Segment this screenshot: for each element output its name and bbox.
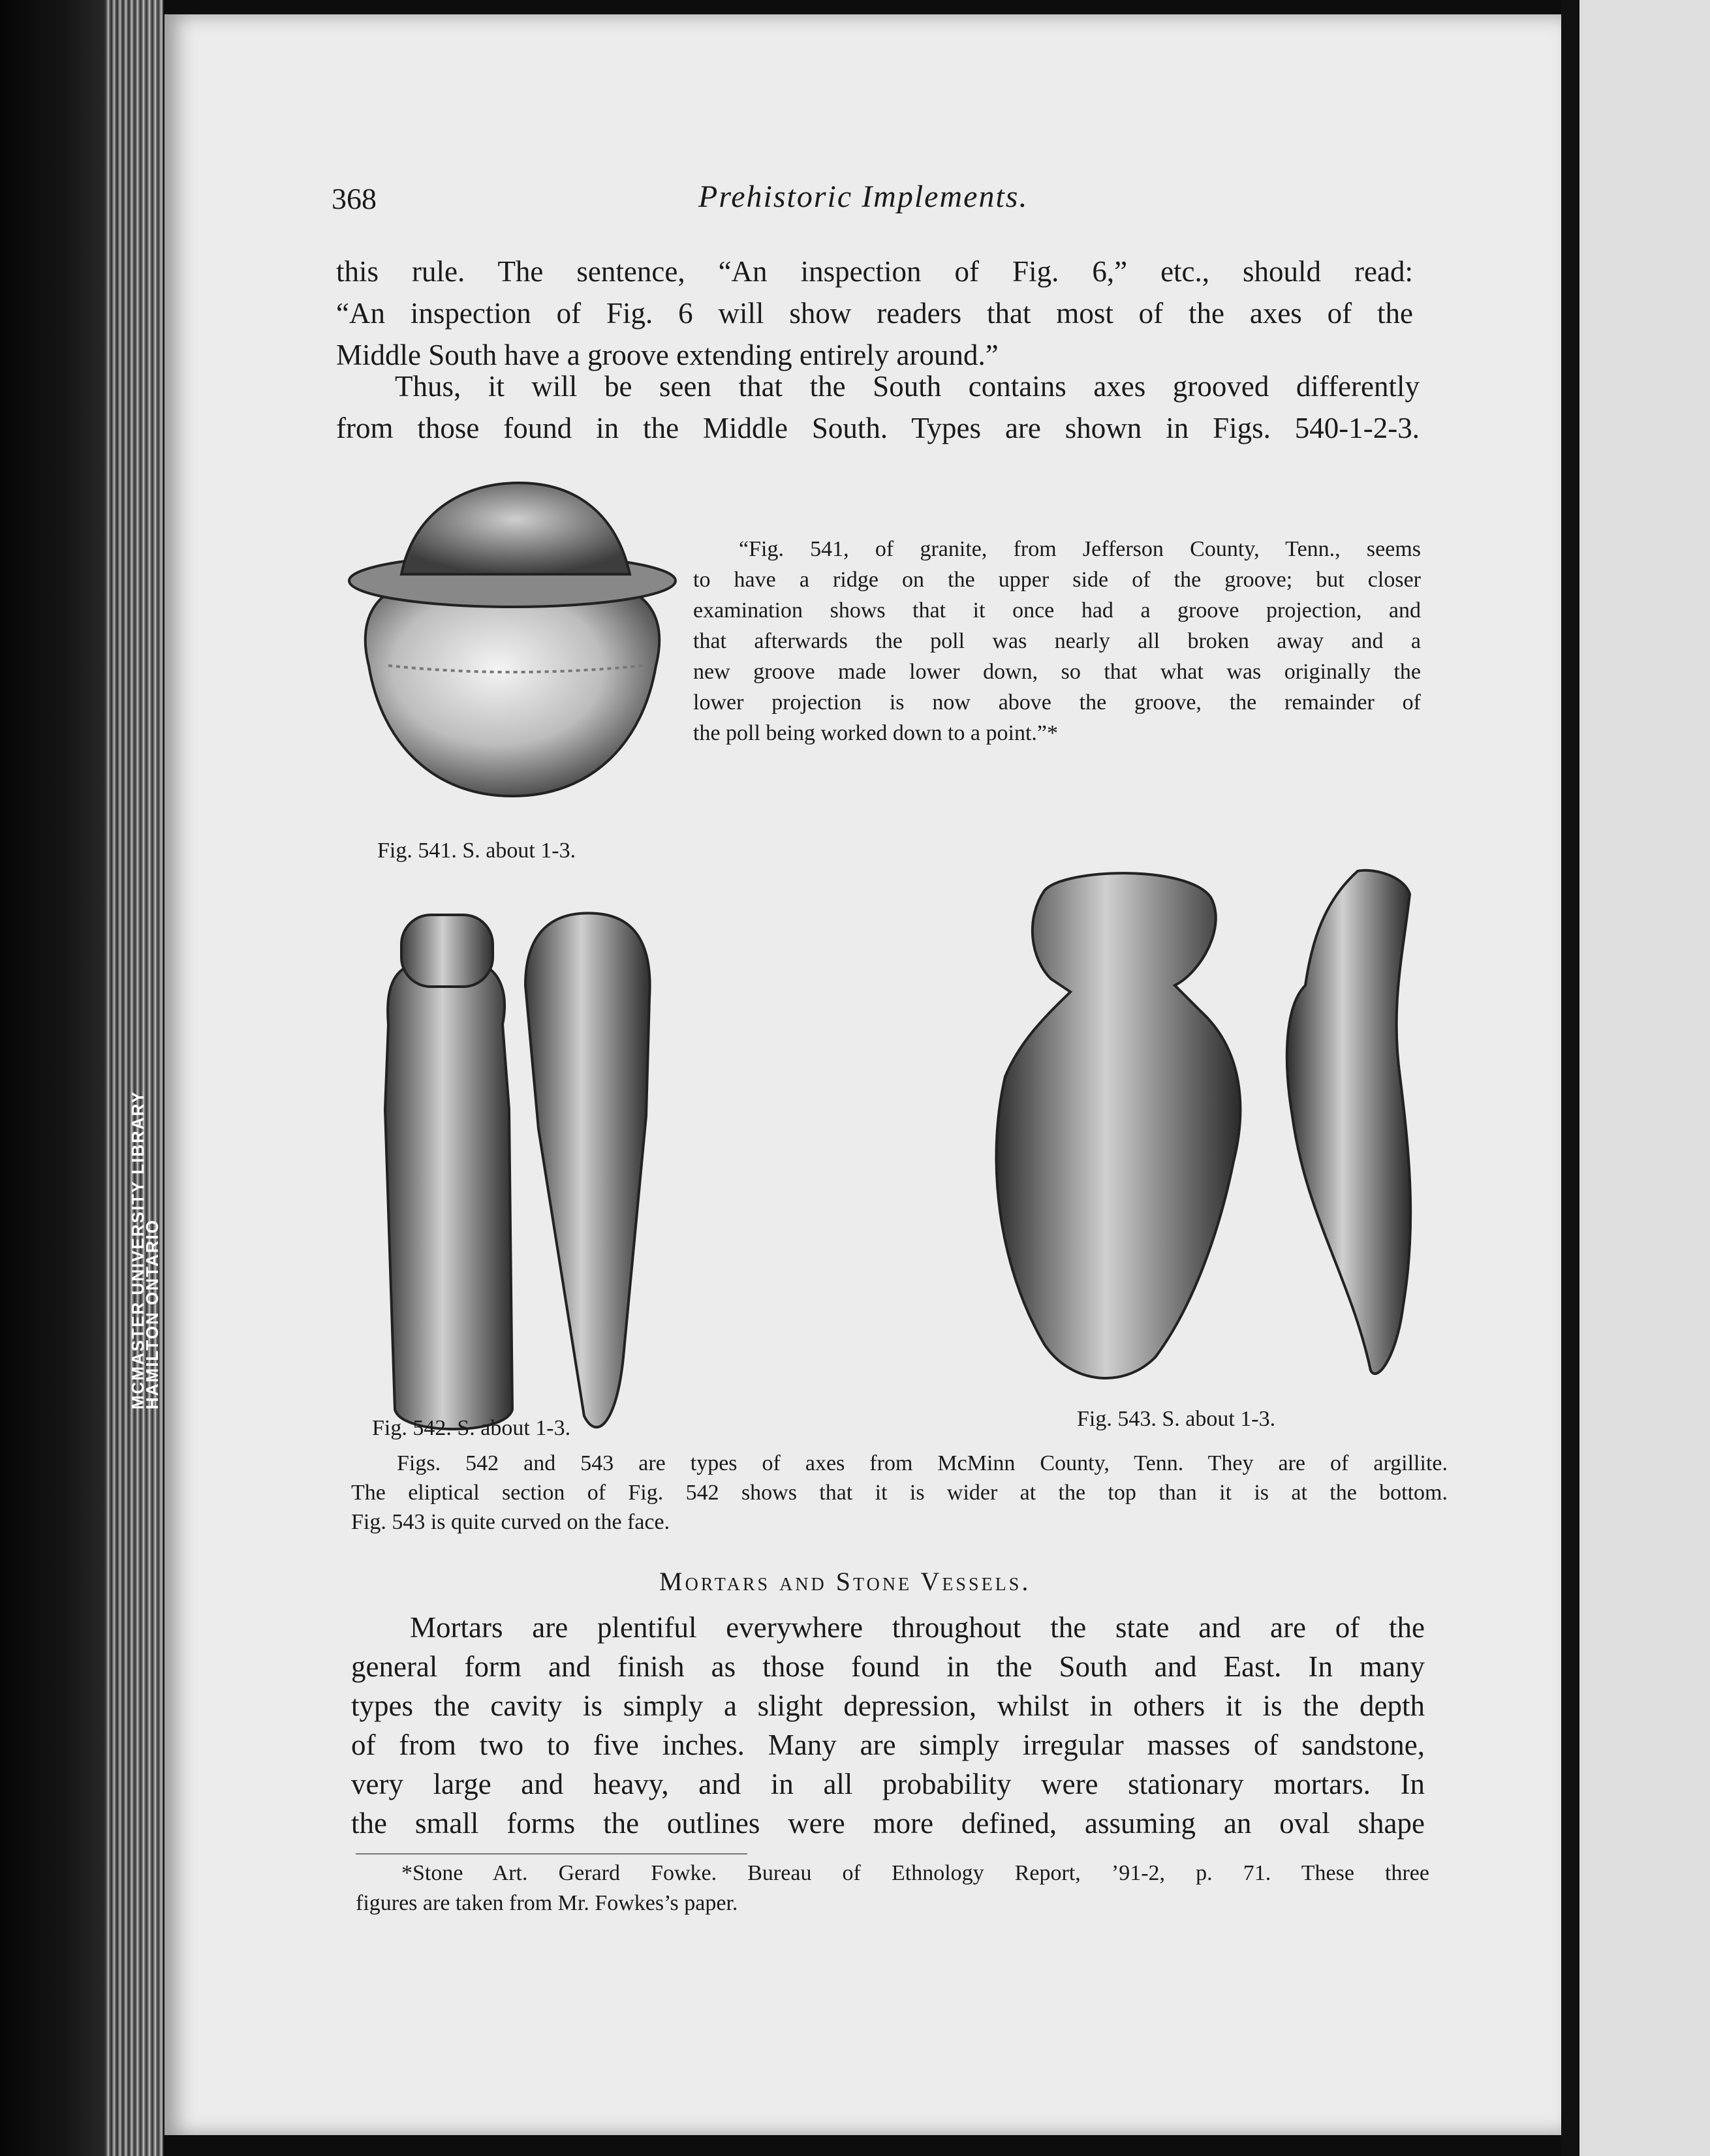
footnote bbox=[356, 1858, 1429, 1918]
text-line: “An inspection of Fig. 6 will show readers that most of the axes of the bbox=[336, 297, 1413, 330]
text-line: Mortars are plentiful everywhere throughout the state and are of the bbox=[410, 1611, 1425, 1644]
fig-541-caption: Fig. 541. S. about 1-3. bbox=[377, 839, 576, 863]
note-line: Fig. 543 is quite curved on the face. bbox=[351, 1510, 670, 1534]
thus-paragraph bbox=[336, 365, 1420, 449]
text-line: of from two to five inches. Many are simply irregular masses of sandstone, bbox=[351, 1729, 1425, 1761]
footnote-line: figures are taken from Mr. Fowkes’s paper. bbox=[356, 1891, 738, 1915]
fig-541-quotation bbox=[693, 534, 1421, 748]
text-line: Thus, it will be seen that the South contains axes grooved differently bbox=[395, 370, 1420, 403]
quote-line: to have a ridge on the upper side of the groove; but closer bbox=[693, 568, 1421, 592]
running-head: Prehistoric Implements. bbox=[698, 179, 1029, 214]
footnote-rule bbox=[356, 1853, 747, 1855]
gutter-shadow bbox=[1561, 0, 1579, 2156]
intro-paragraph bbox=[336, 251, 1413, 376]
note-line: The eliptical section of Fig. 542 shows that it is wider at the top than it is at the bottom. bbox=[351, 1481, 1448, 1505]
fig-543-caption: Fig. 543. S. about 1-3. bbox=[1077, 1407, 1276, 1431]
quote-line: the poll being worked down to a point.”* bbox=[693, 721, 1059, 745]
text-line: very large and heavy, and in all probability were stationary mortars. In bbox=[351, 1768, 1425, 1800]
text-line: the small forms the outlines were more defined, assuming an oval shape bbox=[351, 1807, 1425, 1840]
fig-542-caption: Fig. 542. S. about 1-3. bbox=[372, 1416, 571, 1440]
quote-line: “Fig. 541, of granite, from Jefferson County, Tenn., seems bbox=[739, 537, 1421, 561]
stamp-line-1: MCMASTER UNIVERSITY LIBRARY bbox=[128, 1090, 148, 1409]
text-line: this rule. The sentence, “An inspection of Fig. 6,” etc., should read: bbox=[336, 255, 1413, 288]
note-line: Figs. 542 and 543 are types of axes from McMinn County, Tenn. They are of argillite. bbox=[397, 1451, 1448, 1475]
quote-line: that afterwards the poll was nearly all broken away and a bbox=[693, 629, 1421, 653]
text-line: general form and finish as those found in the South and East. In many bbox=[351, 1650, 1425, 1683]
quote-line: new groove made lower down, so that what was originally the bbox=[693, 660, 1421, 684]
page-number: 368 bbox=[332, 182, 377, 215]
facing-page-edge bbox=[1579, 0, 1710, 2156]
library-spine-stamp bbox=[128, 953, 162, 1409]
footnote-line: *Stone Art. Gerard Fowke. Bureau of Ethnology Report, ’91-2, p. 71. These three bbox=[401, 1861, 1429, 1885]
mortars-paragraph bbox=[351, 1608, 1425, 1843]
text-line: Middle South have a groove extending entirely around.” bbox=[336, 339, 999, 371]
stamp-line-2: HAMILTON ONTARIO bbox=[142, 1219, 162, 1409]
fig-542-axe-illustration bbox=[362, 901, 669, 1442]
fig-541-axe-illustration bbox=[343, 470, 682, 809]
text-line: from those found in the Middle South. Types are shown in Figs. 540-1-2-3. bbox=[336, 412, 1420, 444]
fig-543-axe-illustration bbox=[986, 861, 1429, 1396]
figs-542-543-note bbox=[351, 1449, 1448, 1537]
section-heading: Mortars and Stone Vessels. bbox=[659, 1567, 1031, 1596]
text-line: types the cavity is simply a slight depression, whilst in others it is the depth bbox=[351, 1689, 1425, 1722]
quote-line: lower projection is now above the groove, the remainder of bbox=[693, 690, 1421, 715]
quote-line: examination shows that it once had a groove projection, and bbox=[693, 598, 1421, 623]
